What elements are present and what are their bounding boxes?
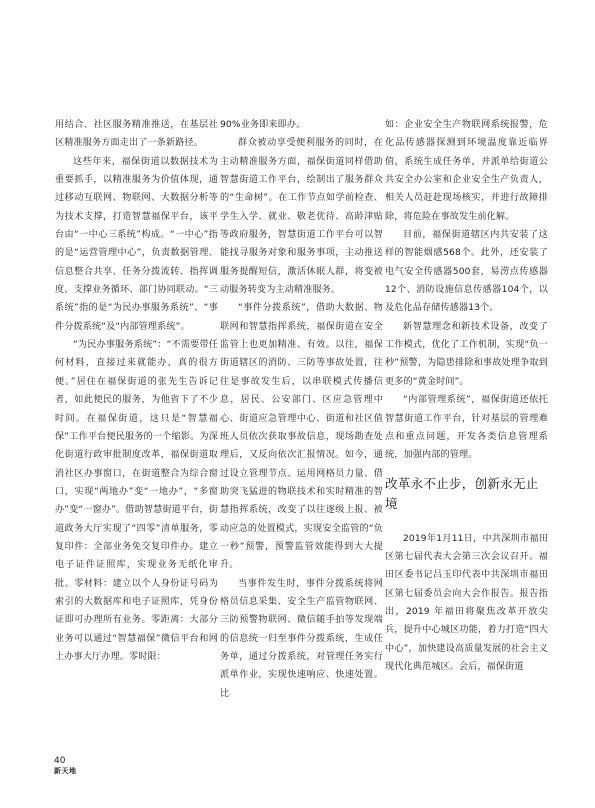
paragraph: 如：企业安全生产物联网系统报警，危化品传感器探测到环境温度靠近临界值，系统生成任务单，并派单给街道公共安全办公室和企业安全生产负责人，相关人员赶赴现场核实，并进行故障排除，将危险在事故发生前化解。 xyxy=(385,120,548,222)
page-number: 40 xyxy=(54,756,66,766)
paragraph: 用结合、社区服务精准推送，在基层社区精准服务方面走出了一条新路径。 xyxy=(55,120,218,149)
paragraph: 群众被动享受便利服务的同时，在主动精准服务方面，福保街道同样借助智慧街道工作平台，绘制出了服务群众的“生命树”。在工作节点如学前检查、学生入学、就业、敬老优待、高龄津贴等政府服务，智慧街道工作平台可以智能找寻服务对象和服务事项，主动推送服务提醒短信，激活休眠人群，将变被动服务转变为主动精准服务。 xyxy=(220,138,383,296)
paragraph: “内部管理系统”，福保街道还依托智慧街道工作平台，针对基层的管理难点和重点问题，开发各类信息管理系统，加强内部的管理。 xyxy=(385,395,548,461)
magazine-name: 新天地 xyxy=(54,767,77,775)
paragraph: 这些年来，福保街道以数据技术为重要抓手，以精准服务为价值体现，通过移动互联网、物联网、大数据分析等为技术支撑，打造智慧福保平台，该平台由“一中心三系统”构成。“一中心”指的是“运营管理中心”，负责数据管理、信息整合共享、任务分拨流转、指挥调度、支撑业务循环、部门协同联动。“三系统”指的是“为民办事服务系统”、“事件分拨系统”及“内部管理系统”。 xyxy=(55,156,218,332)
paragraph: 2019年1月11日，中共深圳市福田区第七届代表大会第三次会议召开。福田区委书记吕玉印代表中共深圳市福田区第七届委员会向大会作报告。报告指出，2019 年福田将聚焦改革开放尖兵，提升中心城区功能，着力打造“四大中心”，加快建设高质量发展的社会主义现代化典范城区。会后，福保街道 xyxy=(385,533,548,672)
paragraph: “事件分拨系统”，借助大数据、物联网和智慧指挥系统，福保街道在安全监管上也更加精准、有效。以往，福保街道辖区的消防、三防等事故处置，往往是事故发生后，以串联模式传播信息，居民、公安部门、区应急管理中心、街道应急管理中心、街道和社区值班人员依次获取事故信息，现场勘查处理后，又反向依次汇报情况。如今，通过设立管理节点、运用网格员力量、借助突飞猛进的物联技术和实时精准的智慧指挥系统，改变了以往逐级上报、被动应急的处置模式，实现安全监管的“负一秒”预警，预警监管效能得到大大提升。 xyxy=(220,303,383,571)
column-3 xyxy=(385,116,548,676)
paragraph: 90%业务即来即办。 xyxy=(220,120,306,130)
column-2 xyxy=(220,116,383,703)
paragraph: 新智慧理念和新技术设备，改变了工作模式，优化了工作机制，实现“负一秒”预警，为隐患排除和事故处理争取到更多的“黄金时间”。 xyxy=(385,321,548,387)
paragraph: 当事件发生时，事件分拨系统将网格员信息采集、安全生产监管物联网、三防预警物联网、微信随手拍等发现端的信息统一归至事件分拨系统，生成任务单，通过分拨系统，对管理任务实行派单作业，实现快速响应、快速处置。比 xyxy=(220,578,383,699)
section-heading: 改革永不止步，创新永无止境 xyxy=(385,475,539,511)
page-footer xyxy=(54,756,77,776)
paragraph: “为民办事服务系统”：“不需要带任何材料，直接过来就能办，真的很方便。”居住在福保街道的张先生告诉记者，如此便民的服务，为他省下了不少时间。在福保街道，这只是“智慧福保”工作平台便民服务的一个缩影。为深化街道行政审批制度改革，福保街道取消社区办事窗口，在街道整合为综合窗口，实现“两地办”变“一地办”，“多窗办”变“一窗办”。借助智慧街道平台，街道政务大厅实现了“四零”清单服务，零复印件：全部业务免交复印件办。建立电子证件证照库，实现业务无纸化审批。零材料：建立以个人身份证号码为索引的大数据库和电子证照库，凭身份证即可办理所有业务。零距离：大部分业务可以通过“智慧福保”微信平台和网上办事大厅办理。零时限： xyxy=(55,340,218,662)
column-1 xyxy=(55,116,218,666)
paragraph: 目前，福保街道辖区内共安装了这样的智能烟感568个。此外，还安装了电气安全传感器500套，易涝点传感器12个、消防设施信息传感器104个，以及危化品存储传感器13个。 xyxy=(385,230,548,314)
